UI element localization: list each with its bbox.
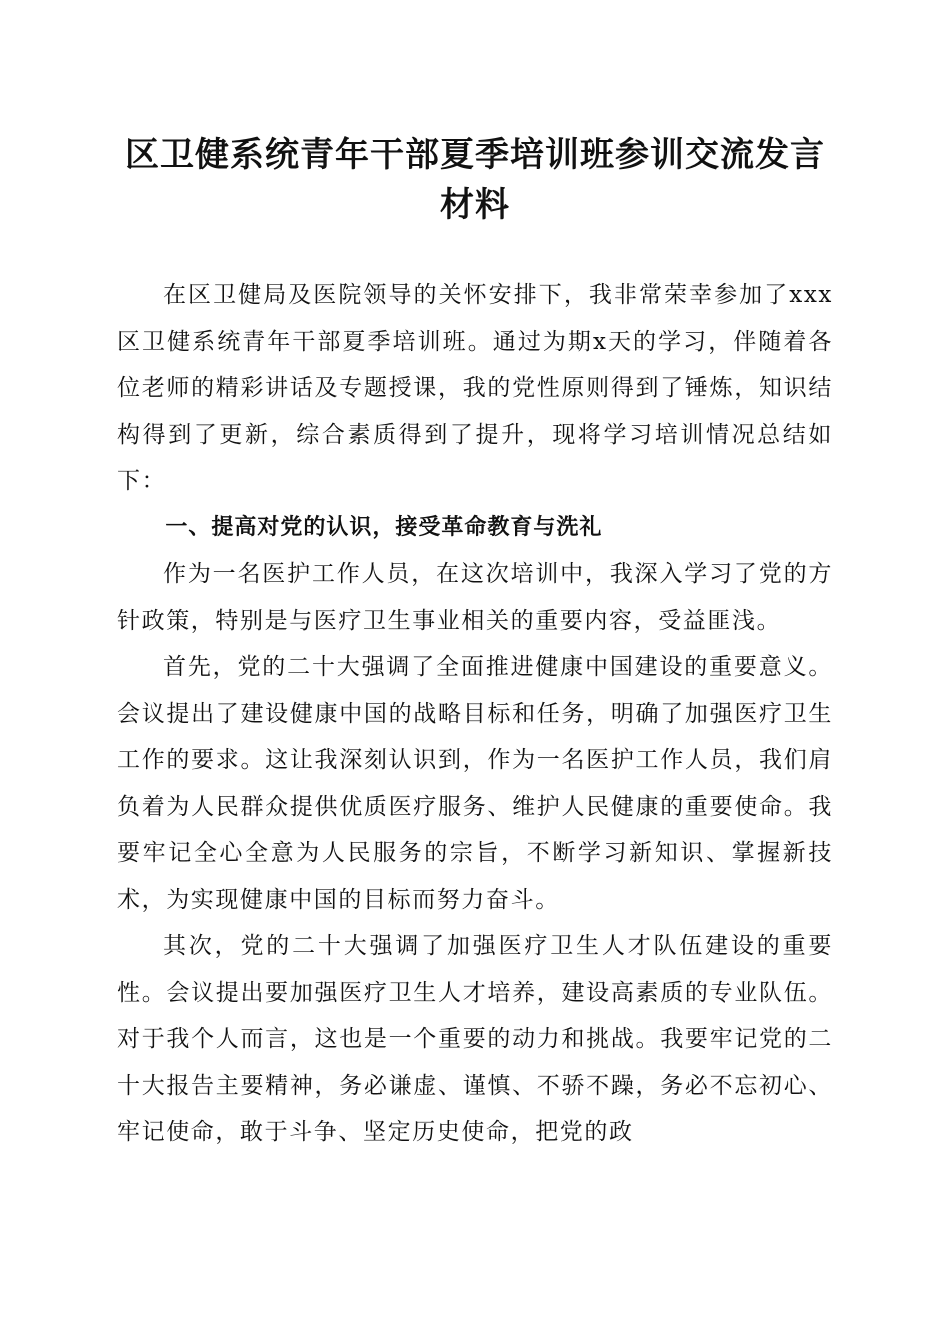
- section-paragraph: 其次，党的二十大强调了加强医疗卫生人才队伍建设的重要性。会议提出要加强医疗卫生人才培养，建设高素质的专业队伍。对于我个人而言，这也是一个重要的动力和挑战。我要牢记党的二十大报告主要精神，务必谦虚、谨慎、不骄不躁，务必不忘初心、牢记使命，敢于斗争、坚定历史使命，把党的政: [117, 933, 833, 1145]
- document-body: [117, 272, 833, 1156]
- section-paragraph: 首先，党的二十大强调了全面推进健康中国建设的重要意义。会议提出了建设健康中国的战略目标和任务，明确了加强医疗卫生工作的要求。这让我深刻认识到，作为一名医护工作人员，我们肩负着为人民群众提供优质医疗服务、维护人民健康的重要使命。我要牢记全心全意为人民服务的宗旨，不断学习新知识、掌握新技术，为实现健康中国的目标而努力奋斗。: [117, 654, 833, 913]
- section-paragraph: 作为一名医护工作人员，在这次培训中，我深入学习了党的方针政策，特别是与医疗卫生事业相关的重要内容，受益匪浅。: [117, 561, 833, 634]
- document-title: 区卫健系统青年干部夏季培训班参训交流发言材料: [125, 135, 825, 225]
- intro-paragraph: 在区卫健局及医院领导的关怀安排下，我非常荣幸参加了xxx区卫健系统青年干部夏季培训班。通过为期x天的学习，伴随着各位老师的精彩讲话及专题授课，我的党性原则得到了锤炼，知识结构得到了更新，综合素质得到了提升，现将学习培训情况总结如下：: [117, 282, 833, 494]
- section-heading: 一、提高对党的认识，接受革命教育与洗礼: [165, 514, 603, 540]
